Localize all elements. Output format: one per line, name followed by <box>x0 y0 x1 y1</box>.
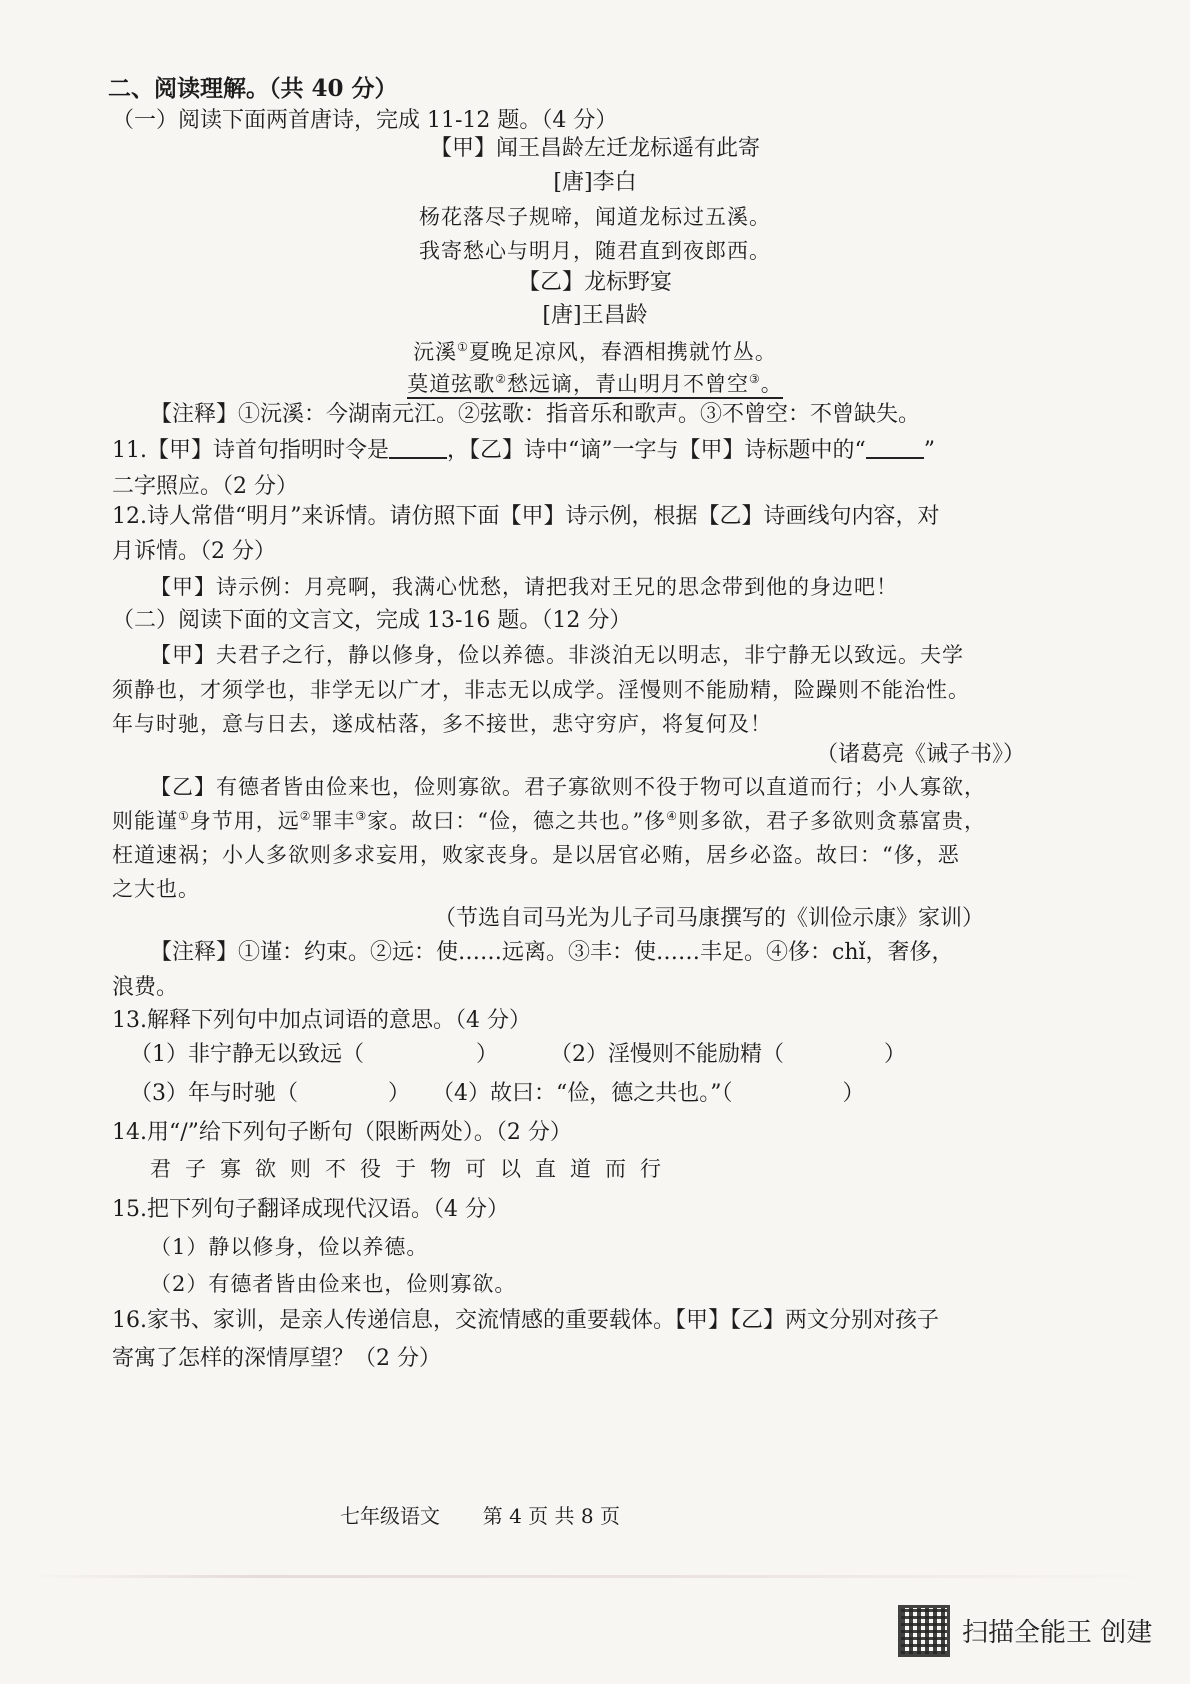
poem-b-line2-underlined: 莫道弦歌②愁远谪，青山明月不曾空③。 <box>0 369 1190 399</box>
footer-page-number: 第 4 页 共 8 页 <box>482 1504 620 1528</box>
scanner-watermark: 扫描全能王 创建 <box>962 1618 1153 1648</box>
question-12-cont: 月诉情。（2 分） <box>112 539 276 564</box>
text-a-source: （诸葛亮《诫子书》） <box>816 742 1026 767</box>
text-a-line1: 【甲】夫君子之行，静以修身，俭以养德。非淡泊无以明志，非宁静无以致远。夫学 <box>150 643 964 667</box>
text-b-source: （节选自司马光为儿子司马康撰写的《训俭示康》家训） <box>434 906 985 931</box>
qr-code-icon <box>898 1605 950 1657</box>
question-13-2: （2）淫慢则不能励精（ ） <box>550 1042 907 1067</box>
poem-b-author: [唐]王昌龄 <box>542 303 648 328</box>
question-14-sentence: 君子寡欲则不役于物可以直道而行 <box>150 1157 675 1181</box>
question-13-1: （1）非宁静无以致远（ ） <box>130 1042 499 1067</box>
question-14: 14.用“/”给下列句子断句（限断两处）。（2 分） <box>112 1120 572 1145</box>
question-13: 13.解释下列句中加点词语的意思。（4 分） <box>112 1008 531 1033</box>
question-16: 16.家书、家训，是亲人传递信息，交流情感的重要载体。【甲】【乙】两文分别对孩子 <box>112 1308 939 1333</box>
poem-a-line2: 我寄愁心与明月，随君直到夜郎西。 <box>419 239 771 263</box>
text-a-line2: 须静也，才须学也，非学无以广才，非志无以成学。淫慢则不能励精，险躁则不能治性。 <box>112 678 970 702</box>
poem-b-title: 【乙】龙标野宴 <box>517 270 672 295</box>
question-16-cont: 寄寓了怎样的深情厚望？（2 分） <box>112 1346 441 1371</box>
text-b-line3: 枉道速祸；小人多欲则多求妄用，败家丧身。是以居官必贿，居乡必盗。故曰：“侈，恶 <box>112 843 960 867</box>
scan-artifact <box>30 1575 1160 1578</box>
footer-subject: 七年级语文 <box>340 1504 440 1528</box>
question-13-4: （4）故曰：“俭，德之共也。”（ ） <box>432 1081 865 1106</box>
question-15-2: （2）有德者皆由俭来也，俭则寡欲。 <box>150 1272 517 1296</box>
question-12: 12.诗人常借“明月”来诉情。请仿照下面【甲】诗示例，根据【乙】诗画线句内容，对 <box>112 504 940 529</box>
question-12-example: 【甲】诗示例：月亮啊，我满心忧愁，请把我对王兄的思念带到他的身边吧！ <box>150 575 898 599</box>
poem-a-line1: 杨花落尽子规啼，闻道龙标过五溪。 <box>419 205 771 229</box>
question-11: 11.【甲】诗首句指明时令是 ，【乙】诗中“谪”一字与【甲】诗标题中的“ ” <box>112 438 935 463</box>
answer-blank[interactable] <box>389 437 447 459</box>
text-note-line1: 【注释】①谨：约束。②远：使……远离。③丰：使……丰足。④侈：chǐ，奢侈， <box>150 940 954 965</box>
poem-a-author: [唐]李白 <box>553 170 637 195</box>
text-b-line4: 之大也。 <box>112 877 200 901</box>
text-b-line2: 则能谨①身节用，远②罪丰③家。故曰：“俭，德之共也。”侈④则多欲，君子多欲则贪慕富贵， <box>112 809 987 833</box>
part1-heading: （一）阅读下面两首唐诗，完成 11-12 题。（4 分） <box>112 108 618 133</box>
question-15: 15.把下列句子翻译成现代汉语。（4 分） <box>112 1197 509 1222</box>
question-15-1: （1）静以修身，俭以养德。 <box>150 1235 429 1259</box>
question-11-cont: 二字照应。（2 分） <box>112 474 298 499</box>
answer-blank[interactable] <box>866 437 924 459</box>
poem-note: 【注释】①沅溪：今湖南元江。②弦歌：指音乐和歌声。③不曾空：不曾缺失。 <box>150 402 921 427</box>
question-13-3: （3）年与时驰（ ） <box>130 1081 411 1106</box>
text-note-line2: 浪费。 <box>112 975 179 1000</box>
section-title: 二、阅读理解。（共 40 分） <box>108 75 398 102</box>
text-a-line3: 年与时驰，意与日去，遂成枯落，多不接世，悲守穷庐，将复何及！ <box>112 712 772 736</box>
page-footer <box>340 1500 620 1529</box>
poem-a-title: 【甲】闻王昌龄左迁龙标遥有此寄 <box>429 136 760 161</box>
text-b-line1: 【乙】有德者皆由俭来也，俭则寡欲。君子寡欲则不役于物可以直道而行；小人寡欲， <box>150 775 986 799</box>
poem-b-line1: 沅溪①夏晚足凉风，春酒相携就竹丛。 <box>413 340 777 364</box>
part2-heading: （二）阅读下面的文言文，完成 13-16 题。（12 分） <box>112 608 632 633</box>
